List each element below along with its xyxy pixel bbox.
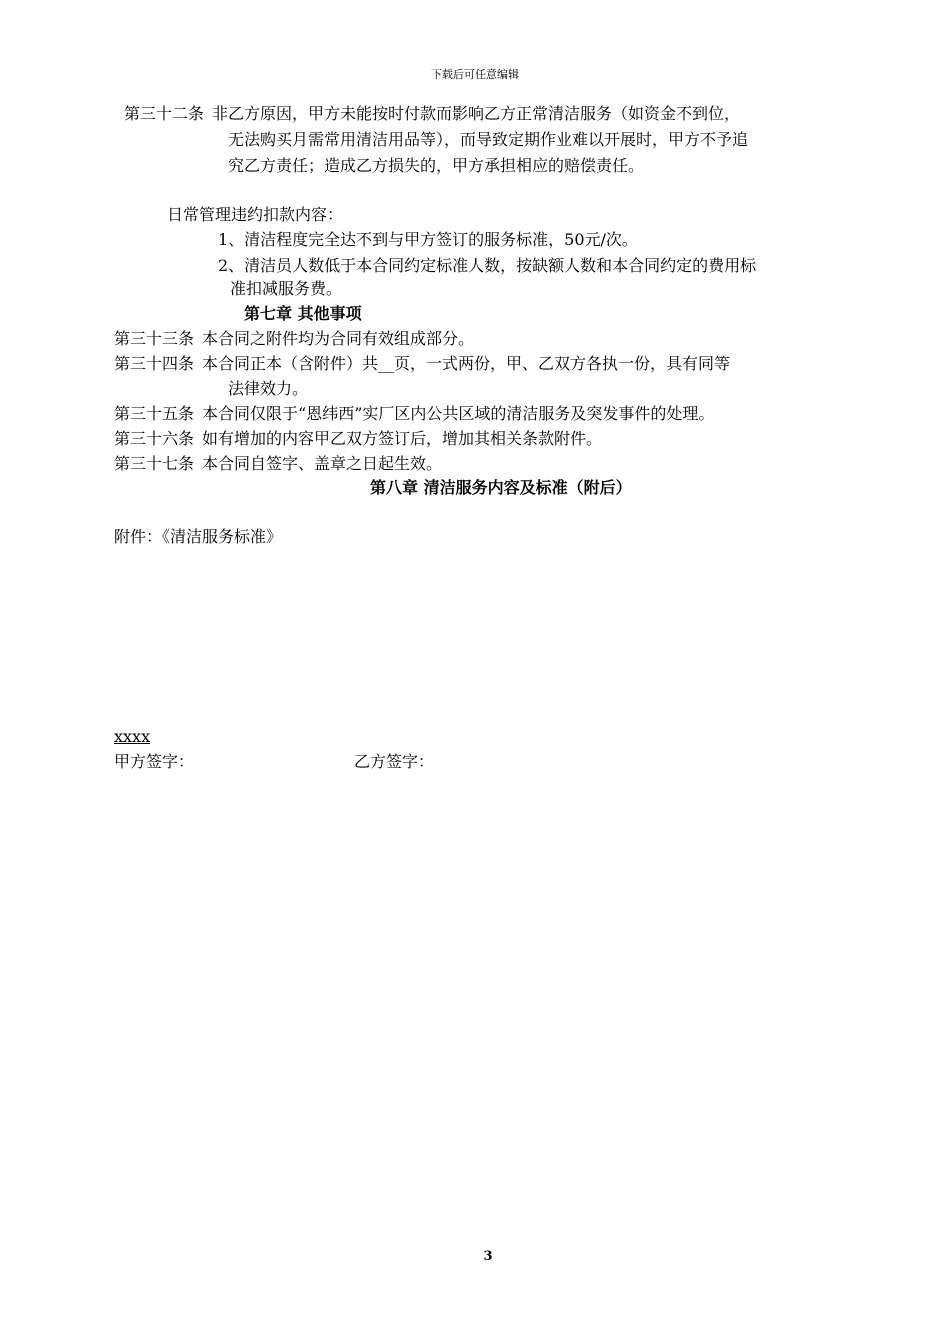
article-32-line-1 <box>124 104 740 124</box>
article-33-label: 第三十三条 <box>114 329 195 348</box>
article-35 <box>114 404 714 424</box>
chapter-7-heading: 第七章 其他事项 <box>244 304 362 323</box>
article-36-text: 如有增加的内容甲乙双方签订后，增加其相关条款附件。 <box>202 429 603 448</box>
article-36-label: 第三十六条 <box>114 429 195 448</box>
article-32-line-3: 究乙方责任；造成乙方损失的，甲方承担相应的赔偿责任。 <box>228 156 645 175</box>
signature-placeholder: xxxx <box>114 727 151 746</box>
article-33 <box>114 329 474 349</box>
article-37-label: 第三十七条 <box>114 454 195 473</box>
article-33-text: 本合同之附件均为合同有效组成部分。 <box>202 329 475 348</box>
article-36 <box>114 429 602 449</box>
penalty-item-2-line-2: 准扣减服务费。 <box>230 279 343 298</box>
page-header: 下载后可任意编辑 <box>431 68 519 81</box>
article-32-label: 第三十二条 <box>124 104 205 123</box>
article-35-label: 第三十五条 <box>114 404 195 423</box>
article-34-text-1: 本合同正本（含附件）共__页，一式两份，甲、乙双方各执一份，具有同等 <box>202 354 731 373</box>
party-b-signature-label: 乙方签字： <box>354 752 435 771</box>
article-37-text: 本合同自签字、盖章之日起生效。 <box>202 454 443 473</box>
party-a-signature-label: 甲方签字： <box>114 752 195 771</box>
article-32-line-2: 无法购买月需常用清洁用品等），而导致定期作业难以开展时，甲方不予追 <box>228 130 749 149</box>
chapter-8-heading: 第八章 清洁服务内容及标准（附后） <box>370 478 632 497</box>
article-34-line-2: 法律效力。 <box>228 379 309 398</box>
page-number: 3 <box>483 1249 493 1264</box>
penalty-title: 日常管理违约扣款内容： <box>167 205 344 224</box>
penalty-item-2-line-1: 2、清洁员人数低于本合同约定标准人数，按缺额人数和本合同约定的费用标 <box>218 256 757 275</box>
article-35-text: 本合同仅限于“恩纬西”实厂区内公共区域的清洁服务及突发事件的处理。 <box>202 404 715 423</box>
article-32-text-1: 非乙方原因，甲方未能按时付款而影响乙方正常清洁服务（如资金不到位， <box>212 104 741 123</box>
article-34-label: 第三十四条 <box>114 354 195 373</box>
penalty-item-1: 1、清洁程度完全达不到与甲方签订的服务标准，50元/次。 <box>218 230 638 249</box>
attachment-line: 附件：《清洁服务标准》 <box>114 527 283 546</box>
article-37 <box>114 454 442 474</box>
article-34-line-1 <box>114 354 730 374</box>
